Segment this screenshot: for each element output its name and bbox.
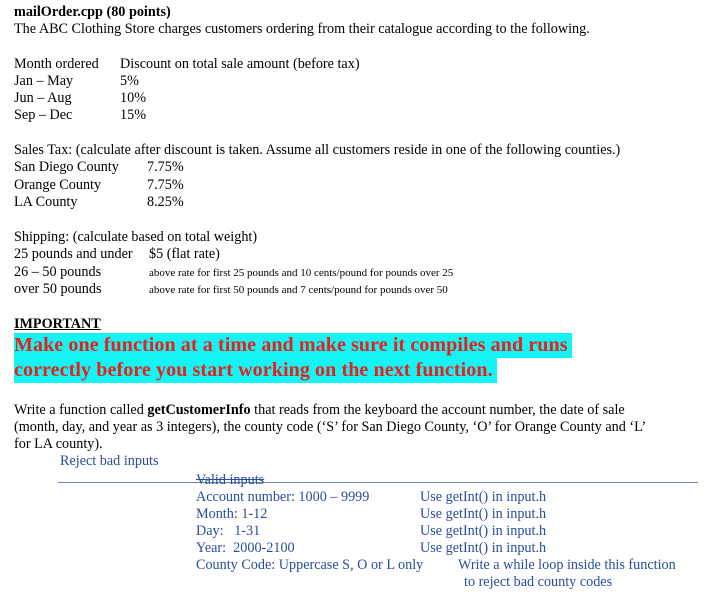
discount-col-rate-header: Discount on total sale amount (before tax) xyxy=(120,56,360,72)
shipping-rule: above rate for first 50 pounds and 7 cents/pound for pounds over 50 xyxy=(149,284,448,296)
valid-input-note: Use getInt() in input.h xyxy=(420,489,547,505)
valid-input-field: Year: 2000-2100 xyxy=(196,540,295,556)
important-label: IMPORTANT xyxy=(14,316,101,332)
discount-period: Sep – Dec xyxy=(14,107,73,123)
valid-input-field: Account number: 1000 – 9999 xyxy=(196,489,370,505)
task-line-3: for LA county). xyxy=(14,436,103,452)
discount-period: Jun – Aug xyxy=(14,90,72,106)
task-text: Write a function called xyxy=(14,402,148,418)
shipping-weight: 25 pounds and under xyxy=(14,246,133,262)
task-line-1 xyxy=(14,402,625,419)
task-line-2: (month, day, and year as 3 integers), the county code (‘S’ for San Diego County, ‘O’ for Orange County and ‘L’ xyxy=(14,419,647,435)
valid-input-note: Use getInt() in input.h xyxy=(420,506,547,522)
valid-input-note: Write a while loop inside this function xyxy=(458,557,676,573)
discount-rate: 5% xyxy=(120,73,139,89)
shipping-weight: 26 – 50 pounds xyxy=(14,264,102,280)
intro-text: The ABC Clothing Store charges customers ordering from their catalogue according to the following. xyxy=(14,21,590,37)
valid-inputs-heading: Valid inputs xyxy=(196,472,265,488)
tax-rate: 7.75% xyxy=(147,159,184,175)
valid-input-field: County Code: Uppercase S, O or L only xyxy=(196,557,424,573)
task-text: that reads from the keyboard the account number, the date of sale xyxy=(250,402,625,418)
discount-rate: 10% xyxy=(120,90,147,106)
tax-rate: 7.75% xyxy=(147,177,184,193)
valid-input-field: Month: 1-12 xyxy=(196,506,268,522)
tax-county: San Diego County xyxy=(14,159,119,175)
shipping-rule: $5 (flat rate) xyxy=(149,246,220,262)
valid-input-note: Use getInt() in input.h xyxy=(420,523,547,539)
important-line-2: correctly before you start working on the next function. xyxy=(14,358,497,383)
valid-input-note-continued: to reject bad county codes xyxy=(464,574,613,590)
shipping-weight: over 50 pounds xyxy=(14,281,102,297)
important-line-1: Make one function at a time and make sure it compiles and runs xyxy=(14,333,572,358)
discount-rate: 15% xyxy=(120,107,147,123)
discount-period: Jan – May xyxy=(14,73,74,89)
annotation-rule-line xyxy=(58,482,698,483)
sales-tax-heading: Sales Tax: (calculate after discount is taken. Assume all customers reside in one of the following counties.) xyxy=(14,142,621,158)
document-title: mailOrder.cpp (80 points) xyxy=(14,4,171,20)
reject-bad-inputs-note: Reject bad inputs xyxy=(60,453,159,469)
tax-county: LA County xyxy=(14,194,78,210)
function-name: getCustomerInfo xyxy=(147,402,251,418)
valid-input-field: Day: 1-31 xyxy=(196,523,261,539)
tax-county: Orange County xyxy=(14,177,102,193)
tax-rate: 8.25% xyxy=(147,194,184,210)
valid-input-note: Use getInt() in input.h xyxy=(420,540,547,556)
shipping-rule: above rate for first 25 pounds and 10 cents/pound for pounds over 25 xyxy=(149,267,454,279)
discount-col-month-header: Month ordered xyxy=(14,56,99,72)
shipping-heading: Shipping: (calculate based on total weight) xyxy=(14,229,258,245)
